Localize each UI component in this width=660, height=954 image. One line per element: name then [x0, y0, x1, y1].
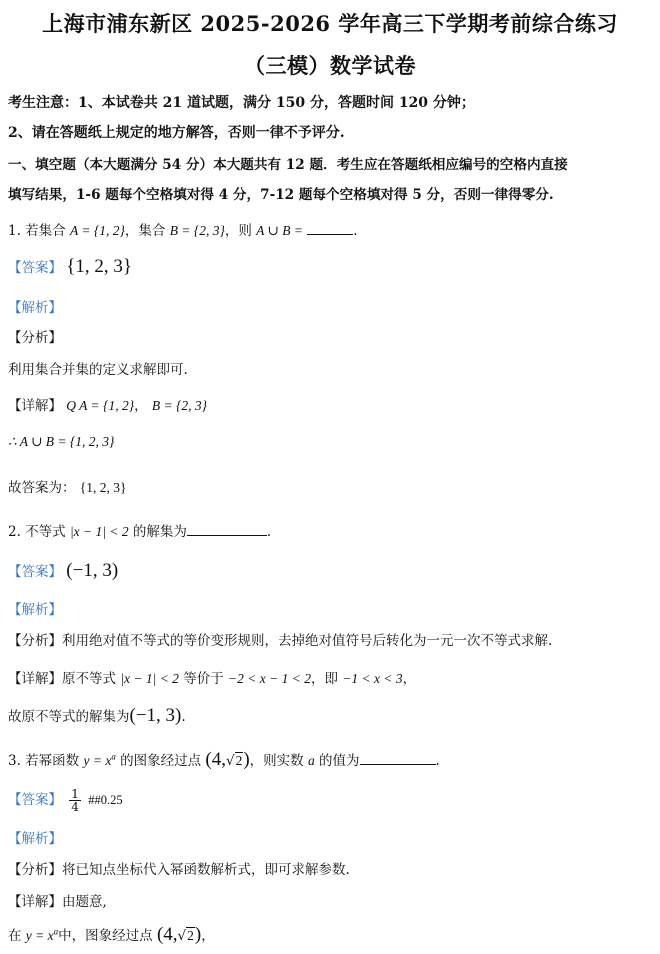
q1-text: 1. 若集合	[8, 223, 66, 239]
q3-text: 的图象经过点	[120, 753, 202, 769]
q2-text: .	[266, 524, 272, 540]
q3-answer-numerator: 1	[71, 787, 79, 801]
q1-text: ，	[134, 398, 148, 414]
q3-answer-alt: ##0.25	[88, 793, 123, 807]
q1-detail-b: B = {2, 3}	[151, 398, 208, 413]
q1-final-text: 故答案为：	[8, 480, 76, 496]
q3-detail	[8, 890, 107, 910]
q2-answer-blank	[187, 522, 267, 536]
q3-func-exp: a	[111, 751, 116, 762]
q1-answer	[8, 256, 132, 278]
q3-answer-blank	[360, 751, 436, 765]
q1-jiexi-label: 【解析】	[8, 300, 62, 316]
q3-text: ，则实数	[249, 753, 304, 769]
q2-final-value: (−1, 3)	[129, 705, 182, 726]
q3-point-close: )	[243, 749, 250, 770]
q2-text: 2. 不等式	[8, 524, 66, 540]
q3-point-open: (4,	[205, 749, 226, 770]
q3-last-func-base: y = x	[25, 928, 54, 943]
q1-set-b: B = {2, 3}	[169, 223, 225, 238]
q2-text: 原不等式	[62, 671, 116, 687]
q1-expression: A ∪ B =	[256, 223, 303, 238]
q2-final	[8, 705, 186, 727]
q2-text: 的解集为	[132, 524, 187, 540]
q2-text: 等价于	[183, 671, 224, 687]
q3-func-base: y = x	[83, 753, 112, 768]
q1-answer-value: {1, 2, 3}	[66, 256, 133, 277]
answer-label: 【答案】	[8, 792, 62, 808]
question-1-stem	[8, 219, 358, 239]
q3-answer-fraction	[69, 788, 81, 813]
q2-text: ，	[402, 671, 417, 687]
q2-analysis	[8, 629, 552, 649]
fenxi-label: 【分析】	[8, 862, 62, 878]
page-title: 上海市浦东新区 2025-2026 学年高三下学期考前综合练习	[42, 11, 618, 36]
q2-final-text: 故原不等式的解集为	[8, 709, 130, 725]
q3-text: 中，图象经过点	[58, 928, 153, 944]
q2-detail-expr3: −1 < x < 3	[342, 671, 403, 686]
q3-text: 在	[8, 928, 22, 944]
q1-detail	[8, 394, 207, 414]
q2-answer-value: (−1, 3)	[66, 560, 119, 581]
notice-line-1: 考生注意：1、本试卷共 21 道试题，满分 150 分，答题时间 120 分钟；	[8, 95, 475, 111]
q3-analysis	[8, 858, 350, 878]
q2-expression: |x − 1| < 2	[69, 524, 129, 539]
q1-final-value: {1, 2, 3}	[79, 480, 127, 495]
q2-detail	[8, 667, 416, 687]
q3-last-point-close: )	[194, 924, 202, 945]
q3-text: 的值为	[319, 753, 360, 769]
q3-text: .	[435, 753, 440, 769]
section-header-line-2: 填写结果，1-6 题每个空格填对得 4 分，7-12 题每个空格填对得 5 分，否则一律得零分.	[8, 187, 554, 203]
q3-answer-denominator: 4	[71, 800, 79, 814]
section-header-line-1: 一、填空题（本大题满分 54 分）本大题共有 12 题．考生应在答题纸相应编号的空格内直接	[8, 157, 568, 173]
question-2-stem	[8, 520, 271, 540]
q3-variable: a	[307, 753, 315, 768]
notice-line-2: 2、请在答题纸上规定的地方解答，否则一律不予评分.	[8, 125, 345, 141]
q3-last-point-radicand: 2	[187, 928, 194, 943]
q2-detail-expr2: −2 < x − 1 < 2	[228, 671, 311, 686]
answer-label: 【答案】	[8, 564, 62, 580]
q3-answer	[8, 788, 123, 813]
q3-last-func-exp: a	[53, 926, 59, 937]
q2-detail-expr1: |x − 1| < 2	[120, 671, 179, 686]
q3-text: 3. 若幂函数	[8, 753, 80, 769]
q1-detail-2: ∴ A ∪ B = {1, 2, 3}	[8, 434, 115, 449]
answer-label: 【答案】	[8, 260, 62, 276]
q3-jiexi-label: 【解析】	[8, 831, 62, 847]
q1-set-a: A = {1, 2}	[69, 223, 125, 238]
q1-answer-blank	[307, 221, 353, 235]
q1-text: ，集合	[124, 223, 166, 239]
q1-detail-a: Q A = {1, 2}	[66, 398, 135, 413]
q3-analysis-text: 将已知点坐标代入幂函数解析式，即可求解参数.	[62, 862, 350, 878]
q1-final	[8, 476, 127, 496]
sqrt-symbol: √2	[225, 753, 243, 769]
q3-text: ，	[201, 928, 215, 944]
q3-point-radicand: 2	[235, 753, 243, 768]
page-subtitle: （三模）数学试卷	[244, 53, 416, 78]
q1-text: ，则	[224, 223, 252, 239]
fenxi-label: 【分析】	[8, 633, 62, 649]
q2-answer	[8, 560, 118, 582]
q1-text: .	[353, 223, 358, 239]
sqrt-symbol: √2	[177, 928, 194, 944]
q1-analysis: 利用集合并集的定义求解即可.	[8, 362, 188, 378]
xiangjie-label: 【详解】	[8, 894, 62, 910]
q3-last-line	[8, 924, 215, 946]
q1-fenxi-label: 【分析】	[8, 330, 62, 346]
q3-detail-text: 由题意,	[62, 894, 107, 910]
q2-text: ，即	[310, 671, 338, 687]
q3-last-point-open: (4,	[156, 924, 178, 945]
q2-text: .	[181, 709, 186, 725]
question-3-stem	[8, 749, 440, 771]
xiangjie-label: 【详解】	[8, 398, 62, 414]
q2-analysis-text: 利用绝对值不等式的等价变形规则，去掉绝对值符号后转化为一元一次不等式求解.	[62, 633, 553, 649]
q2-jiexi-label: 【解析】	[8, 602, 62, 618]
xiangjie-label: 【详解】	[8, 671, 62, 687]
